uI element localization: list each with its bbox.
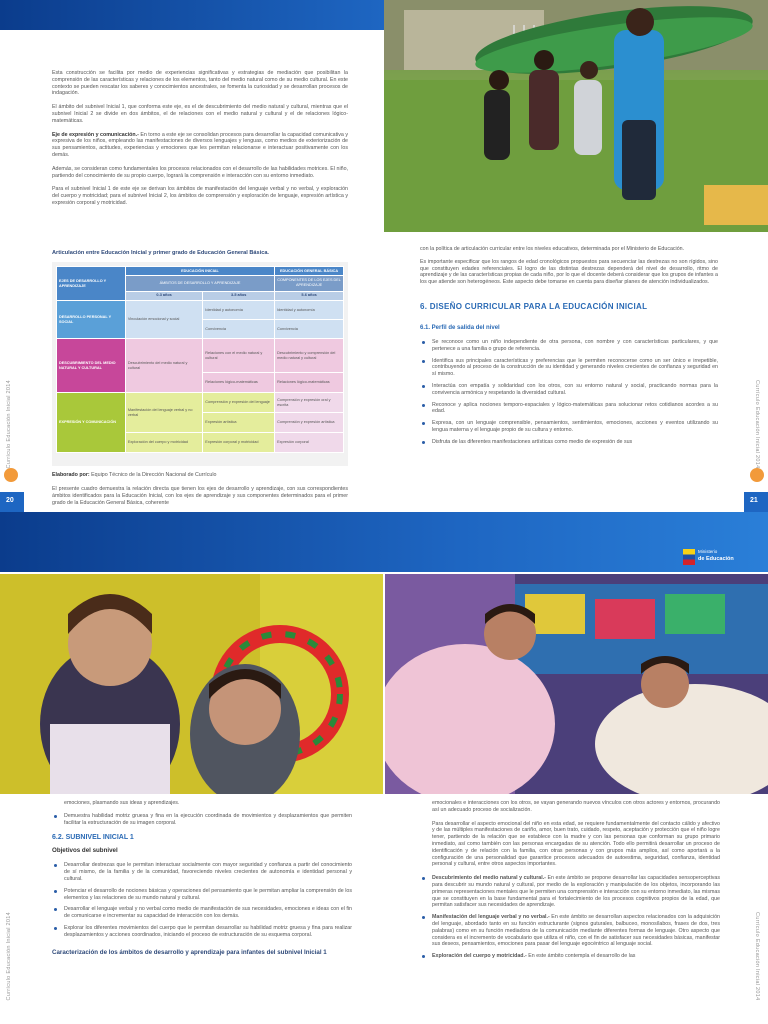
- list-item: [420, 953, 720, 960]
- eje-expresion: EXPRESIÓN Y COMUNICACIÓN: [57, 393, 126, 453]
- ministry-logo: [683, 547, 763, 569]
- cell: Identidad y autonomía: [275, 301, 344, 320]
- table-grid: [56, 266, 344, 453]
- running-footer-vertical: Currículo Educación Inicial 2014: [6, 380, 12, 469]
- cell: Relaciones lógico-matemáticas: [275, 373, 344, 393]
- photo-children-resting: [385, 574, 768, 794]
- eje-medio-natural: DESCUBRIMIENTO DEL MEDIO NATURAL Y CULTURAL: [57, 339, 126, 393]
- photo-toddlers: [0, 574, 383, 794]
- header-inicial: EDUCACIÓN INICIAL: [125, 267, 274, 276]
- term-bold: Manifestación del lenguaje verbal y no verbal.-: [432, 914, 550, 921]
- paragraph: Para el subnivel Inicial 1 de este eje se derivan los ámbitos de manifestación del lenguaje verbal y no verbal, y exploración del cuerpo y motricidad; para el subnivel Inicial 2, los ámbitos de comprensión y exploración de lenguaje, expresión artística y expresión corporal y motricidad.: [52, 186, 348, 206]
- subsection-heading: Objetivos del subnivel: [52, 847, 118, 855]
- cell: Relaciones lógico-matemáticas: [203, 373, 275, 393]
- header-ambitos: ÁMBITOS DE DESARROLLO Y APRENDIZAJE: [125, 276, 274, 291]
- logo-text: de Educación: [698, 556, 734, 562]
- paragraph: emocionales e interacciones con los otros, se vayan generando nuevos vínculos con otros actores y entornos, procurando así un adecuado proceso de socialización.: [432, 800, 720, 813]
- list-item: Desarrollar el lenguaje verbal y no verbal como medio de manifestación de sus necesidades, emociones e ideas con el fin de comunicarse e incrementar su capacidad de interacción con los demás.: [52, 906, 352, 920]
- list-item: Desarrollar destrezas que le permitan interactuar socialmente con mayor seguridad y confianza a partir del conocimiento de sí mismo, de la familia y de la comunidad, favoreciendo niveles crecientes de autonomía e identidad personal y cultural.: [52, 862, 352, 882]
- articulation-table: [52, 262, 348, 466]
- cell: Descubrimiento del medio natural y cultural: [125, 339, 202, 393]
- bottom-left-body: [52, 800, 352, 956]
- paragraph: El presente cuadro demuestra la relación directa que tienen los ejes de desarrollo y aprendizaje, con sus correspondientes ámbitos identificados para la Educación Inicial, con los ejes de aprendizaje y sus componentes determinados para el primer grado de la Educación General Básica, coherente: [52, 486, 348, 506]
- list-item-text: En este ámbito se desarrollan aspectos relacionados con la adquisición del lenguaje, abordado tanto en su función estructurante (signos guturales, balbuceo, monosílabos, frases de dos, tres palabras) como en su función mediadora de la comunicación mediante diferentes formas de lenguaje. Otro aspecto que considera es el incremento de vocabulario que utiliza el niño, con el fin de satisfacer sus necesidades básicas, manifestar sus deseos, pensamientos, emociones para pasar del lenguaje egocéntrico al lenguaje social.: [432, 914, 720, 948]
- header-ejes: EJES DE DESARROLLO Y APRENDIZAJE: [57, 267, 126, 301]
- table-title: Articulación entre Educación Inicial y primer grado de Educación General Básica.: [52, 250, 269, 256]
- list-item: Reconoce y aplica nociones temporo-espaciales y lógico-matemáticas para solucionar retos cotidianos acordes a su edad.: [420, 402, 718, 416]
- section-heading: 6. DISEÑO CURRICULAR PARA LA EDUCACIÓN INICIAL: [420, 301, 648, 311]
- paragraph: con la política de articulación curricular entre los niveles educativos, determinada por el Ministerio de Educación.: [420, 246, 685, 252]
- page-number: 20: [6, 497, 14, 504]
- cell: Expresión artística: [203, 413, 275, 433]
- cell: Manifestación del lenguaje verbal y no verbal: [125, 393, 202, 433]
- left-page-body: [52, 70, 348, 207]
- cell: Comprensión y expresión del lenguaje: [203, 393, 275, 413]
- cell: Expresión corporal: [275, 433, 344, 453]
- table-source: [52, 472, 348, 479]
- cell: Descubrimiento y comprensión del medio natural y cultural: [275, 339, 344, 373]
- bullet-list: [52, 813, 352, 827]
- paragraph: [52, 132, 348, 159]
- bottom-right-body: [420, 800, 720, 965]
- list-item: Identifica sus principales características y preferencias que le permiten reconocerse como un ser único e irrepetible, contribuyendo al proceso de la construcción de su identidad y generando niveles crecientes de confianza y seguridad en sí mismo.: [420, 358, 718, 378]
- mascot-icon: [4, 468, 18, 482]
- bottom-spread: [0, 512, 768, 1024]
- right-page-body: [420, 246, 718, 451]
- running-footer-vertical: Currículo Educación Inicial 2014: [754, 380, 760, 469]
- list-item: Demuestra habilidad motriz gruesa y fina en la ejecución coordinada de movimientos y desplazamientos que permiten facilitar la estructuración de su imagen corporal.: [52, 813, 352, 827]
- header-egb: EDUCACIÓN GENERAL BÁSICA: [275, 267, 344, 276]
- section-heading: Caracterización de los ámbitos de desarrollo y aprendizaje para infantes del subnivel Inicial 1: [52, 948, 327, 956]
- source-label: Elaborado por:: [52, 472, 90, 478]
- list-item: Se reconoce como un niño independiente de otra persona, con nombre y con características particulares, y que pertenece a una familia o grupo de referencia.: [420, 339, 718, 353]
- list-item: Potenciar el desarrollo de nociones básicas y operaciones del pensamiento que le permitan ampliar la comprensión de los elementos y las relaciones de su mundo natural y cultural.: [52, 888, 352, 902]
- list-item: [420, 875, 720, 909]
- photo-children-playground: [384, 0, 768, 232]
- list-item-text: En este ámbito contempla el desarrollo de las: [526, 953, 636, 960]
- cell: Convivencia: [203, 320, 275, 339]
- list-item: Expresa, con un lenguaje comprensible, pensamientos, sentimientos, emociones, acciones y eventos utilizando su lengua materna y el lenguaje propio de su cultura y entorno.: [420, 420, 718, 434]
- ambitos-bullet-list: [420, 875, 720, 960]
- age-0-3: 0-3 años: [125, 291, 202, 300]
- term-bold: Exploración del cuerpo y motricidad.-: [432, 953, 527, 960]
- paragraph: Es importante especificar que los rangos de edad cronológicos propuestos para secuenciar las destrezas no son rígidos, sino que constituyen edades referenciales. El logro de las distintas destrezas dependerá del nivel de desarrollo, ritmo de aprendizaje y de las características propias de cada niño, por lo que el docente deberá considerar que los grupos de infantes a los que atiende son heterogéneos. Este aspecto debe tomarse en cuenta para diseñar planes de atención individualizados.: [420, 258, 718, 286]
- cell: Exploración del cuerpo y motricidad: [125, 433, 202, 453]
- logo-text: Ministerio: [698, 549, 718, 554]
- cell: Identidad y autonomía: [203, 301, 275, 320]
- age-5-6: 5-6 años: [275, 291, 344, 300]
- paragraph: El ámbito del subnivel Inicial 1, que conforma este eje, es el de descubrimiento del medio natural y cultural, mientras que el subnivel Inicial 2 se divide en dos ámbitos, el de relaciones con el medio natural y cultural y el de relaciones lógico-matemáticas.: [52, 104, 348, 124]
- section-heading: 6.2. SUBNIVEL INICIAL 1: [52, 834, 134, 842]
- cell: Convivencia: [275, 320, 344, 339]
- list-item: Explorar los diferentes movimientos del cuerpo que le permitan desarrollar su habilidad motriz gruesa y fina para realizar desplazamientos y acciones coordinados, iniciando el proceso de estructuración de su esquema corporal.: [52, 925, 352, 939]
- source-text: Equipo Técnico de la Dirección Nacional de Currículo: [89, 472, 217, 478]
- cell: Expresión corporal y motricidad: [203, 433, 275, 453]
- profile-bullet-list: [420, 339, 718, 446]
- eje-personal-social: DESARROLLO PERSONAL Y SOCIAL: [57, 301, 126, 339]
- running-footer-vertical: Currículo Educación Inicial 2014: [754, 912, 760, 1001]
- paragraph: emociones, plasmando sus ideas y aprendizajes.: [64, 800, 180, 806]
- header-band: [0, 512, 768, 572]
- cell: Vinculación emocional y social: [125, 301, 202, 339]
- term-bold: Eje de expresión y comunicación.-: [52, 131, 139, 138]
- age-3-5: 3-5 años: [203, 291, 275, 300]
- page-number: 21: [750, 497, 758, 504]
- paragraph: Para desarrollar el aspecto emocional del niño en esta edad, se requiere fundamentalmente del contacto cálido y afectivo y de las múltiples manifestaciones de cariño, amor, buen trato, cuidado, respeto, aceptación y protección que el niño logre tener, partiendo de la relación que se establece con la madre y con las personas que conforman su grupo primario inmediato, así como también con las personas encargadas de su atención. Todo ello permitirá desarrollar un proceso de identificación y de relación con la familia, con otras personas y con grupos más amplios, así como aportará a la configuración de una personalidad que garantice procesos adecuados de autoestima, seguridad, confianza, identidad personal y cultural, entre otros aspectos importantes.: [432, 820, 720, 868]
- running-footer-vertical: Currículo Educación Inicial 2014: [6, 912, 12, 1001]
- header-componentes: COMPONENTES DE LOS EJES DEL APRENDIZAJE: [275, 276, 344, 291]
- term-bold: Descubrimiento del medio natural y cultural.-: [432, 875, 546, 882]
- list-item: Disfruta de las diferentes manifestaciones artísticas como medio de expresión de sus: [420, 439, 718, 446]
- mascot-icon: [750, 468, 764, 482]
- cell: Relaciones con el medio natural y cultural: [203, 339, 275, 373]
- list-item-text: En este ámbito se propone desarrollar las capacidades sensoperceptivas para descubrir su mundo natural y cultural, por medio de la exploración y manipulación de los objetos, incorporando las primeras representaciones mentales que le permiten una comprensión e interacción con su entorno inmediato, las mismas que se constituyen en la base fundamental para el fortalecimiento de los procesos cognitivos propios de la edad, que permitan satisfacer sus necesidades de aprendizaje.: [432, 875, 720, 909]
- list-item: Interactúa con empatía y solidaridad con los otros, con su entorno natural y social, practicando normas para la convivencia armónica y respetando la diversidad cultural.: [420, 383, 718, 397]
- paragraph-text: En torno a este eje se consolidan procesos para desarrollar la capacidad comunicativa y expresiva de los niños, empleando las manifestaciones de diversos lenguajes y lenguas, como medios de exteriorización de sus pensamientos, actitudes, experiencias y emociones que les permitan relacionarse e interactuar positivamente con los demás.: [52, 131, 348, 158]
- header-band-left: [0, 0, 384, 30]
- paragraph: Además, se consideran como fundamentales los procesos relacionados con el desarrollo de las habilidades motrices. El niño, partiendo del conocimiento de su propio cuerpo, logrará la comprensión e interacción con su entorno inmediato.: [52, 165, 348, 179]
- logo-mark-icon: [683, 549, 695, 565]
- list-item: [420, 914, 720, 948]
- objectives-bullet-list: [52, 862, 352, 938]
- cell: Comprensión y expresión oral y escrita: [275, 393, 344, 413]
- subsection-heading: 6.1. Perfil de salida del nivel: [420, 324, 500, 331]
- cell: Comprensión y expresión artística: [275, 413, 344, 433]
- paragraph: Esta construcción se facilita por medio de experiencias significativas y estrategias de mediación que posibilitan la comprensión de las características y relaciones de los elementos, tanto del medio natural como de su medio cultural. En este contexto se pueden rescatar los saberes y conocimientos ancestrales, se fomenta la curiosidad y se desarrollan procesos de indagación.: [52, 70, 348, 97]
